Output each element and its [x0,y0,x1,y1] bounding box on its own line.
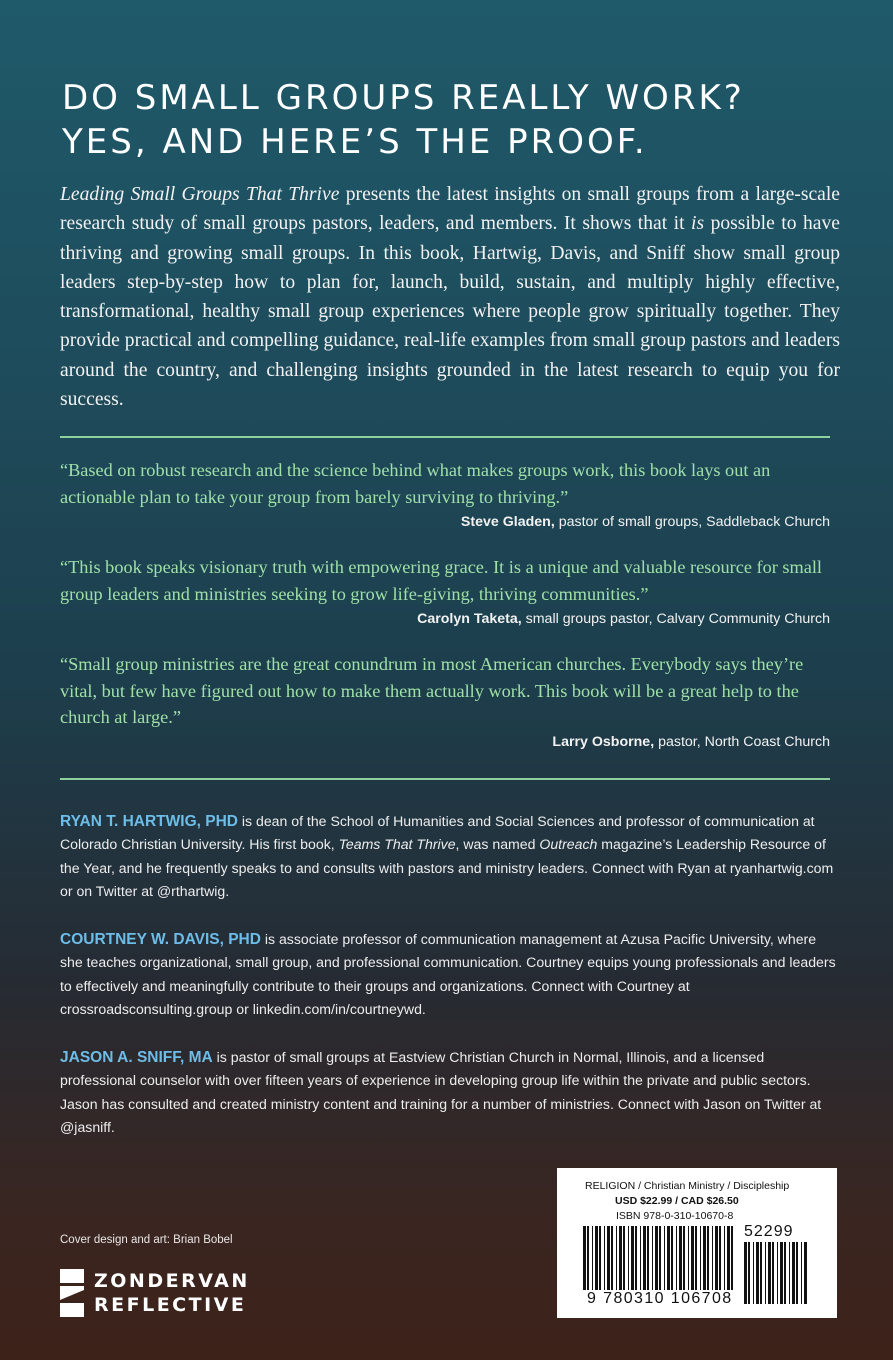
author-bio-sniff [60,1046,840,1139]
bio-text: is pastor of small groups at Eastview Christian Church in Normal, Illinois, and a licensed professional counselor with over fifteen years of experience in developing group life within the private and public sectors. Jason has consulted and created ministry content and training for a number of ministries. Connect with Jason on Twitter at @jasniff. [60,1049,822,1135]
bio-magazine-title: Outreach [539,836,598,853]
divider-top [60,436,830,438]
publisher-imprint: REFLECTIVE [94,1294,247,1316]
author-bio-hartwig [60,810,840,903]
bio-text: , was named [455,836,540,853]
bio-text: magazine’s Leadership Resource of the Year, and he frequently speaks to and consults with pastors and ministry leaders. Connect with Ryan at ryanhartwig.com or on Twitter at @rthartwig. [60,836,834,899]
bio-text: is dean of the School of Humanities and Social Sciences and professor of communication at Colorado Christian University. His first book, [60,813,815,853]
bisac-category: RELIGION / Christian Ministry / Discipleship [585,1180,790,1192]
description-emphasis: is [691,213,705,235]
endorser-name-1: Steve Gladen, [460,514,555,530]
barcode-addon-number: 52299 [744,1223,794,1240]
cover-credit: Cover design and art: Brian Bobel [60,1234,233,1246]
bio-text: is associate professor of communication management at Azusa Pacific University, where she teaches organizational, small group, and professional communication. Courtney equips young professionals and leaders to effectively and meaningfully contribute to their groups and organizations. Connect with Courtney at crossroadsconsulting.group or linkedin.com/in/courtneywd. [60,931,836,1017]
endorser-name-2: Carolyn Taketa, [417,611,522,627]
endorser-role-2: small groups pastor, Calvary Community Church [521,611,830,627]
zondervan-mark-icon [60,1269,84,1317]
book-title: Leading Small Groups That Thrive [60,184,340,205]
author-name-hartwig: RYAN T. HARTWIG, PHD [60,813,238,830]
isbn-label: ISBN 978-0-310-10670-8 [616,1210,734,1222]
price-label: USD $22.99 / CAD $26.50 [615,1195,739,1207]
endorsement-quote-3: “Small group ministries are the great conundrum in most American churches. Everybody says they’re vital, but few have figured out how to make them actually work. This book will be a great help to the church at large.” [60,654,804,727]
description-part-1: presents the latest insights on small groups from a large-scale research study of small groups pastors, leaders, and members. It shows that it [60,184,840,235]
endorsement-quote-2: “This book speaks visionary truth with empowering grace. It is a unique and valuable resource for small group leaders and ministries seeking to grow life-giving, thriving communities.” [60,557,823,604]
endorser-role-1: pastor of small groups, Saddleback Church [554,514,830,530]
bio-book-title: Teams That Thrive [338,836,456,853]
endorsement-attribution-3 [552,734,830,750]
headline-line-2: YES, AND HERE’S THE PROOF. [62,122,648,162]
endorser-name-3: Larry Osborne, [552,734,655,750]
book-description [60,180,840,414]
author-name-sniff: JASON A. SNIFF, MA [60,1049,213,1066]
author-bio-davis [60,928,840,1021]
publisher-name: ZONDERVAN [94,1270,250,1292]
divider-bottom [60,778,830,780]
endorsement-attribution-2 [417,611,830,627]
headline-line-1: DO SMALL GROUPS REALLY WORK? [62,78,745,118]
author-name-davis: COURTNEY W. DAVIS, PHD [60,931,261,948]
endorser-role-3: pastor, North Coast Church [654,734,830,750]
endorsement-attribution-1 [461,514,830,530]
barcode-panel [557,1168,837,1318]
headline [62,76,862,164]
publisher-logo [60,1266,290,1320]
barcode-ean-number: 9 780310 106708 [587,1290,733,1307]
endorsement-quote-1: “Based on robust research and the science behind what makes groups work, this book lays out an actionable plan to take your group from barely surviving to thriving.” [60,460,771,507]
description-part-2: possible to have thriving and growing small groups. In this book, Hartwig, Davis, and Sniff show small group leaders step-by-step how to plan for, launch, build, sustain, and multiply highly effective, transformational, healthy small group experiences where people grow spiritually together. They provide practical and compelling guidance, real-life examples from small group pastors and leaders around the country, and challenging insights grounded in the latest research to equip you for success. [60,213,840,411]
